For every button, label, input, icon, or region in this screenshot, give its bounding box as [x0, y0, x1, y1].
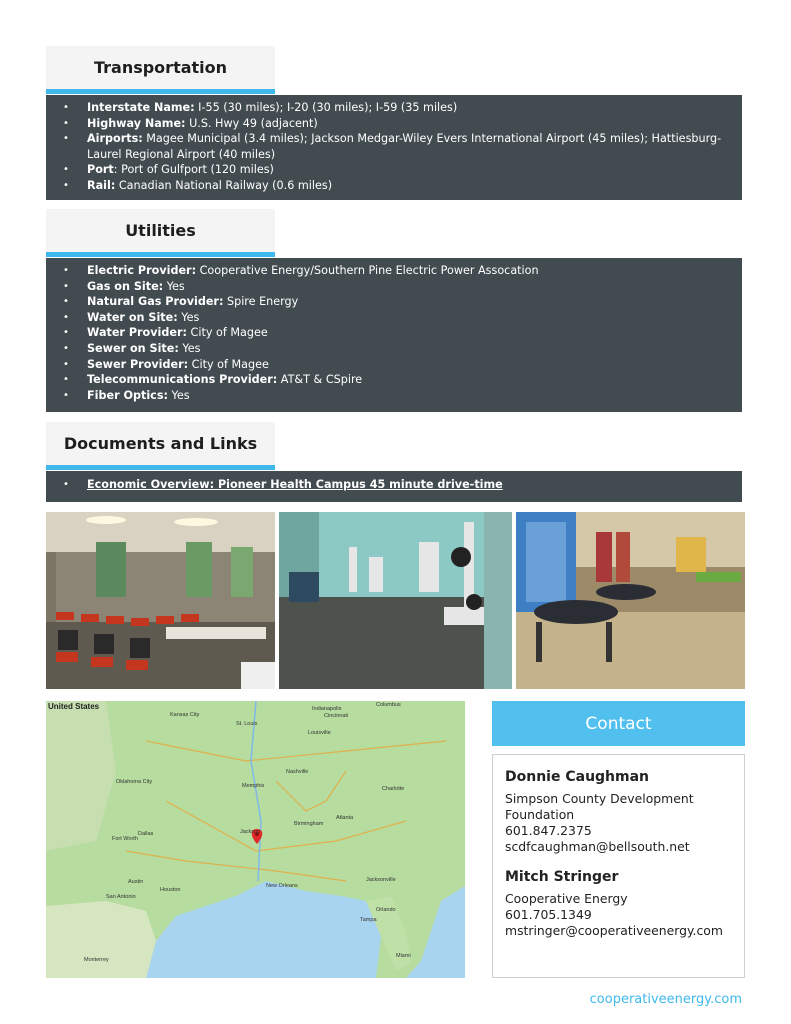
- contact-org: Simpson County Development Foundation: [505, 791, 694, 822]
- item-value: Yes: [163, 279, 185, 293]
- map-label: Indianapolis: [312, 706, 342, 712]
- item-value: Yes: [167, 388, 190, 402]
- list-item: [66, 372, 732, 388]
- utilities-list: [66, 263, 732, 403]
- map-label: Kansas City: [170, 712, 200, 718]
- economic-overview-link[interactable]: Economic Overview: Pioneer Health Campus 45 minute drive-time: [87, 478, 503, 491]
- list-item: [66, 357, 732, 373]
- conference-room-photo: [46, 512, 275, 689]
- item-label: Water Provider:: [87, 326, 187, 340]
- map-label: New Orleans: [266, 883, 298, 889]
- transportation-heading: Transportation: [46, 46, 275, 94]
- map-label: St. Louis: [236, 721, 258, 727]
- documents-list: [66, 477, 732, 493]
- documents-heading: Documents and Links: [46, 422, 275, 470]
- map-label: Tampa: [360, 917, 377, 923]
- list-item: [66, 131, 732, 162]
- contact-email[interactable]: mstringer@cooperativeenergy.com: [505, 923, 723, 938]
- map-label: Houston: [160, 887, 181, 893]
- contact-email[interactable]: scdfcaughman@bellsouth.net: [505, 839, 690, 854]
- map-label: Cincinnati: [324, 713, 349, 719]
- item-label: Gas on Site:: [87, 279, 164, 293]
- map-label: Birmingham: [294, 821, 324, 827]
- map-label: Atlanta: [336, 815, 354, 821]
- contact-card: [492, 754, 745, 978]
- list-item: [66, 294, 732, 310]
- map-label: Miami: [396, 953, 411, 959]
- dining-area-photo: [516, 512, 745, 689]
- utilities-panel: [46, 258, 742, 412]
- list-item: [66, 279, 732, 295]
- website-link[interactable]: cooperativeenergy.com: [589, 992, 742, 1007]
- map-title: United States: [48, 702, 100, 711]
- item-value: City of Magee: [186, 326, 268, 340]
- map-label: Oklahoma City: [116, 779, 153, 785]
- item-value: Yes: [178, 341, 201, 355]
- map-label: Nashville: [286, 769, 309, 775]
- item-value: I-55 (30 miles); I-20 (30 miles); I-59 (35 miles): [194, 101, 458, 114]
- item-label: Electric Provider:: [87, 264, 197, 277]
- fitness-room-photo: [279, 512, 512, 689]
- item-value: Cooperative Energy/Southern Pine Electric Power Assocation: [196, 264, 539, 277]
- item-label: Sewer on Site:: [87, 341, 179, 355]
- item-value: Canadian National Railway (0.6 miles): [115, 178, 333, 192]
- contact-org: Cooperative Energy: [505, 891, 628, 906]
- item-label: Water on Site:: [87, 310, 178, 324]
- item-label: Rail:: [87, 178, 116, 192]
- contact-heading: Contact: [492, 701, 745, 746]
- map-label: Dallas: [138, 831, 154, 837]
- list-item: [66, 325, 732, 341]
- item-value: Yes: [177, 310, 200, 324]
- item-value: Spire Energy: [223, 295, 299, 309]
- item-value: City of Magee: [188, 357, 269, 371]
- map-label: Columbus: [376, 702, 401, 708]
- list-item: [66, 388, 732, 404]
- map-label: Fort Worth: [112, 836, 138, 842]
- contact-name: Donnie Caughman: [505, 769, 650, 785]
- contact-person: [505, 769, 734, 855]
- item-label: Sewer Provider:: [87, 357, 189, 371]
- item-value: U.S. Hwy 49 (adjacent): [185, 116, 318, 130]
- list-item: [66, 477, 732, 493]
- utilities-heading: Utilities: [46, 209, 275, 257]
- item-label: Natural Gas Provider:: [87, 295, 224, 309]
- map-label: Monterrey: [84, 957, 109, 963]
- region-map: [46, 701, 465, 978]
- item-label: Fiber Optics:: [87, 388, 168, 402]
- list-item: [66, 341, 732, 357]
- item-label: Interstate Name:: [87, 101, 195, 114]
- item-label: Telecommunications Provider:: [87, 373, 278, 387]
- map-label: Austin: [128, 879, 144, 885]
- item-label: Highway Name:: [87, 116, 186, 130]
- map-label: Jackson: [240, 829, 261, 835]
- item-value: Magee Municipal (3.4 miles); Jackson Medgar-Wiley Evers International Airport (45 miles); Hattiesburg-Laurel Regional Airport (40 miles): [87, 132, 722, 161]
- map-label: Louisville: [308, 730, 331, 736]
- item-value: : Port of Gulfport (120 miles): [113, 163, 274, 177]
- map-label: Jacksonville: [366, 877, 396, 883]
- list-item: [66, 116, 732, 132]
- contact-name: Mitch Stringer: [505, 869, 619, 885]
- contact-phone: 601.705.1349: [505, 907, 592, 922]
- item-label: Airports:: [87, 132, 143, 146]
- list-item: [66, 178, 732, 194]
- item-label: Port: [87, 163, 114, 177]
- list-item: [66, 263, 732, 279]
- map-label: Charlotte: [382, 786, 405, 792]
- transportation-panel: [46, 95, 742, 200]
- list-item: [66, 100, 732, 116]
- map-label: San Antonio: [106, 894, 136, 900]
- contact-person: [505, 869, 734, 939]
- item-value: AT&T & CSpire: [277, 373, 363, 387]
- documents-panel: [46, 471, 742, 502]
- map-label: Memphis: [242, 783, 265, 789]
- map-label: Orlando: [376, 907, 396, 913]
- list-item: [66, 162, 732, 178]
- transportation-list: [66, 100, 732, 194]
- list-item: [66, 310, 732, 326]
- contact-phone: 601.847.2375: [505, 823, 592, 838]
